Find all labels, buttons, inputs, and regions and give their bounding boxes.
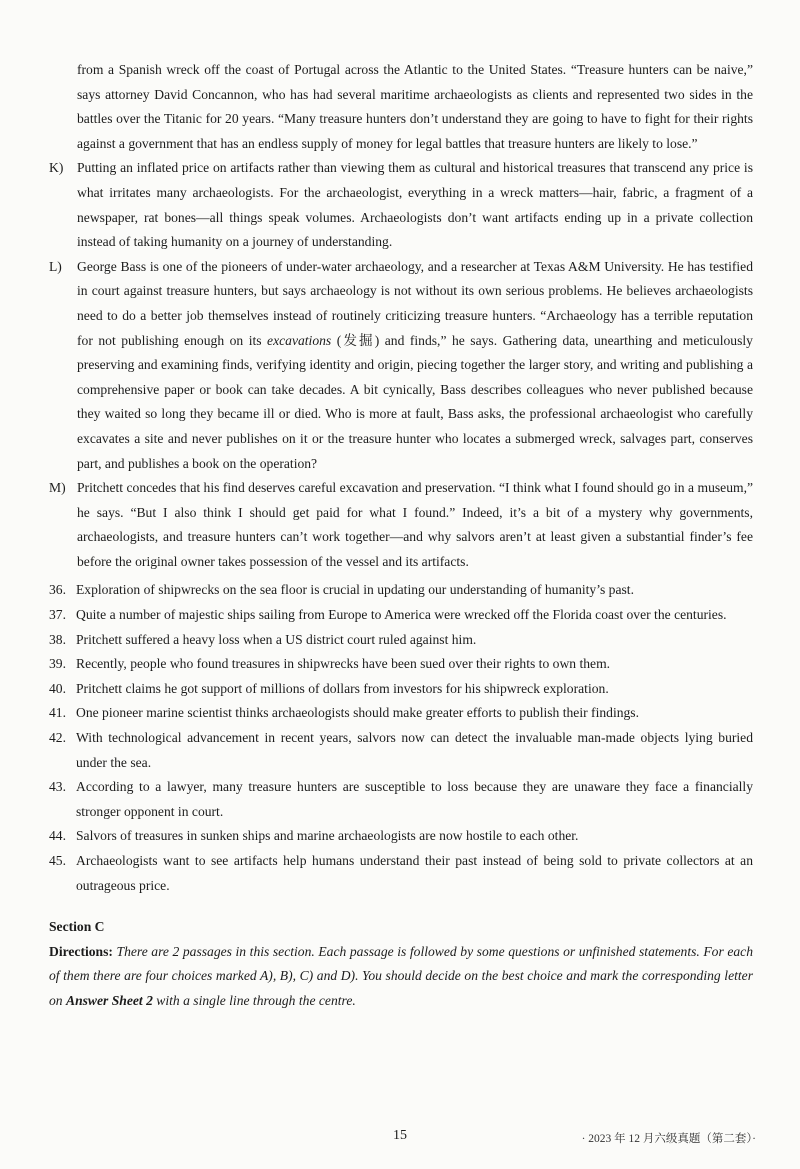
statement-40 [49,677,753,702]
statement-45 [49,849,753,898]
directions-text: There are 2 passages in this section. Each passage is followed by some questions or unfinished statements. For each of them there are four choices marked A), B), C) and D). You should decide on the best choice and mark the corresponding letter on [49,943,753,1008]
section-title: Section C [49,919,105,935]
directions-answer-sheet: Answer Sheet 2 [66,992,153,1008]
statement-text: With technological advancement in recent years, salvors now can detect the invaluable man-made objects lying buried under the sea. [76,730,753,770]
statement-number: 43. [49,779,66,795]
section-c [49,915,753,1013]
statement-text: Salvors of treasures in sunken ships and marine archaeologists are now hostile to each other. [76,828,579,844]
statement-number: 44. [49,828,66,844]
statement-text: One pioneer marine scientist thinks archaeologists should make greater efforts to publish their findings. [76,705,639,721]
statement-43 [49,775,753,824]
paragraph-m [49,476,753,574]
statement-text: Exploration of shipwrecks on the sea floor is crucial in updating our understanding of humanity’s past. [76,582,634,598]
statement-number: 36. [49,582,66,598]
statement-39 [49,652,753,677]
statement-38 [49,628,753,653]
statement-text: Quite a number of majestic ships sailing from Europe to America were wrecked off the Florida coast over the centuries. [76,607,727,623]
chinese-gloss: (发掘) [336,332,380,348]
statement-number: 37. [49,607,66,623]
paragraph-letter: M) [49,480,66,496]
statement-37 [49,603,753,628]
statement-42 [49,726,753,775]
term-excavations: excavations [267,332,332,348]
page-number: 15 [393,1128,407,1143]
statement-text: Recently, people who found treasures in shipwrecks have been sued over their rights to own them. [76,656,611,672]
paragraph-letter: K) [49,160,64,176]
paragraph-l [49,255,753,476]
statement-number: 41. [49,705,66,721]
footer-note: · 2023 年 12 月六级真题（第二套）· [581,1133,756,1145]
statement-41 [49,701,753,726]
statement-44 [49,824,753,849]
page-content [0,58,800,1014]
statement-text: Archaeologists want to see artifacts help humans understand their past instead of being sold to private collectors at an outrageous price. [76,853,753,893]
paragraph-text: Putting an inflated price on artifacts rather than viewing them as cultural and historical treasures that transcend any price is what irritates many archaeologists. For the archaeologist, everything in a wreck matters—hair, fabric, a fragment of a newspaper, rat bones—all things speak volumes. Archaeologists don’t want artifacts ending up in a private collection instead of taking humanity on a journey of understanding. [77,160,753,250]
directions-label: Directions: [49,943,113,959]
section-directions [49,940,753,1014]
statement-number: 40. [49,680,66,696]
statement-text: Pritchett claims he got support of millions of dollars from investors for his shipwreck exploration. [76,680,609,696]
statement-number: 45. [49,853,66,868]
statement-36 [49,578,753,603]
paragraph-text: Pritchett concedes that his find deserves careful excavation and preservation. “I think what I found should go in a museum,” he says. “But I also think I should get paid for what I found.” Indeed, it’s a bit of a mystery why governments, archaeologists, and treasure hunters can’t work together—and why salvors aren’t at least given a substantial finder’s fee before the original owner takes possession of the vessel and its artifacts. [77,480,753,569]
paragraph-k [49,156,753,254]
paragraph-text-before: George Bass is one of the pioneers of under-water archaeology, and a researcher at Texas A&M University. He has testified in court against treasure hunters, but says archaeology is not without its own serious problems. He believes archaeologists need to do a better job themselves instead of routinely criticizing treasure hunters. “Archaeology has a terrible reputation for not publishing enough on its [77,258,753,348]
statement-list [0,578,800,898]
directions-end: with a single line through the centre. [152,992,356,1008]
statement-text: Pritchett suffered a heavy loss when a US district court ruled against him. [76,631,477,647]
statement-number: 39. [49,656,66,672]
statement-text: According to a lawyer, many treasure hunters are susceptible to loss because they are unaware they face a financially stronger opponent in court. [76,779,753,819]
paragraph-text-after: and finds,” he says. Gathering data, unearthing and meticulously preserving and examining finds, verifying identity and origin, piecing together the larger story, and writing and publishing a comprehensive paper or book can take decades. A bit cynically, Bass describes colleagues who never published because they waited so long they became ill or died. Who is more at fault, Bass asks, the professional archaeologist who carefully excavates a site and never publishes on it or the treasure hunter who locates a submerged wreck, salvages part, conserves part, and publishes a book on the operation? [77,332,753,471]
statement-number: 42. [49,730,66,746]
paragraph-letter: L) [49,258,62,274]
statement-number: 38. [49,631,66,647]
passage-continuation: from a Spanish wreck off the coast of Portugal across the Atlantic to the United States. “Treasure hunters can be naive,” says attorney David Concannon, who has had several maritime archaeologists as clients and represented two sides in the battles over the Titanic for 20 years. “Many treasure hunters don’t understand they are going to have to fight for their rights against a government that has an endless supply of money for legal battles that treasure hunters are likely to lose.” [77,62,753,151]
